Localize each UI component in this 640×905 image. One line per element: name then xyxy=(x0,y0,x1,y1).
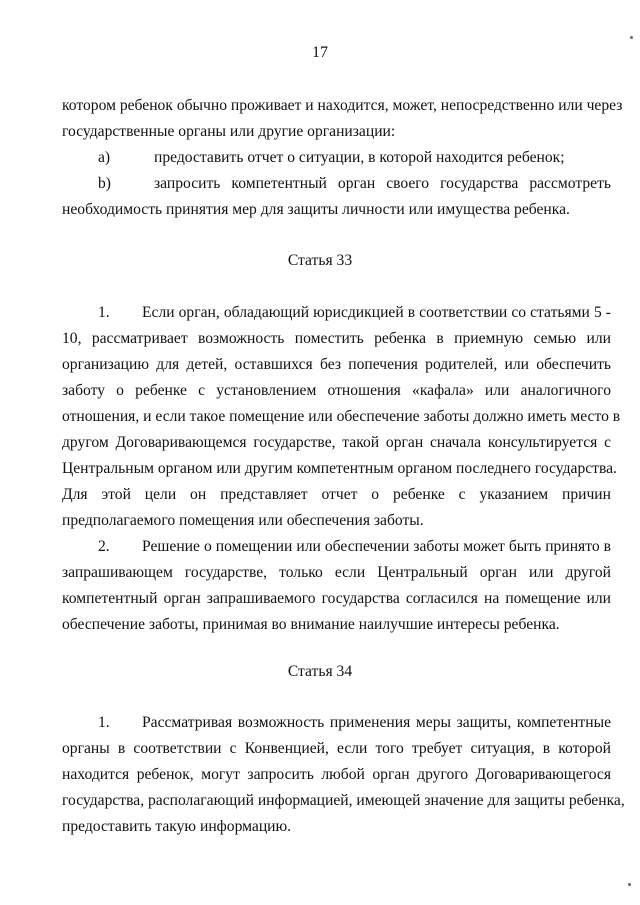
text-line: государственные органы или другие организации: xyxy=(62,123,396,140)
text-line: компетентный орган запрашиваемого государства согласился на помещение или xyxy=(62,590,611,607)
text-line: организацию для детей, оставшихся без попечения родителей, или обеспечить xyxy=(62,356,611,373)
scan-speck xyxy=(628,883,631,886)
text-line: предполагаемого помещения или обеспечения заботы. xyxy=(62,512,424,529)
paragraph-number: 2. xyxy=(98,538,110,555)
list-item-b xyxy=(98,174,611,194)
page-number: 17 xyxy=(312,44,328,61)
text-line: обеспечение заботы, принимая во внимание наилучшие интересы ребенка. xyxy=(62,616,560,633)
text-line: запрашивающем государстве, только если Центральный орган или другой xyxy=(62,564,611,581)
paragraph-number: 1. xyxy=(98,714,110,731)
paragraph-first-line xyxy=(98,537,611,557)
text-line: находится ребенок, могут запросить любой орган другого Договаривающегося xyxy=(62,766,611,783)
scan-speck xyxy=(630,36,633,39)
text-line: другом Договаривающемся государстве, такой орган сначала консультируется с xyxy=(62,434,611,451)
text-line: предоставить такую информацию. xyxy=(62,818,292,835)
text-line: необходимость принятия мер для защиты личности или имущества ребенка. xyxy=(62,201,570,218)
text-line: органы в соответствии с Конвенцией, если того требует ситуация, в которой xyxy=(62,740,611,757)
list-item-a xyxy=(98,148,611,168)
paragraph-first-line xyxy=(98,713,611,733)
list-label: b) xyxy=(98,175,111,192)
paragraph-first-line xyxy=(98,303,611,323)
list-label: a) xyxy=(98,149,111,166)
text-line: отношения, и если такое помещение или обеспечение заботы должно иметь место в xyxy=(62,408,621,425)
text-line: 10, рассматривает возможность поместить ребенка в приемную семью или xyxy=(62,330,611,347)
text-line: Для этой цели он представляет отчет о ребенке с указанием причин xyxy=(62,486,611,503)
article-heading: Статья 33 xyxy=(287,252,353,269)
text-line: заботу о ребенке с установлением отношения «кафала» или аналогичного xyxy=(62,382,611,399)
text-line: котором ребенок обычно проживает и находится, может, непосредственно или через xyxy=(62,97,623,114)
text-line: Решение о помещении или обеспечении заботы может быть принято в xyxy=(142,538,611,555)
text-line: государства, располагающий информацией, имеющей значение для защиты ребенка, xyxy=(62,792,625,809)
text-line: Рассматривая возможность применения меры защиты, компетентные xyxy=(142,714,611,731)
article-heading: Статья 34 xyxy=(287,663,353,680)
text-line: Если орган, обладающий юрисдикцией в соответствии со статьями 5 - xyxy=(142,304,611,321)
list-text: запросить компетентный орган своего государства рассмотреть xyxy=(154,175,611,192)
text-line: Центральным органом или другим компетентным органом последнего государства. xyxy=(62,460,617,477)
paragraph-number: 1. xyxy=(98,304,110,321)
list-text: предоставить отчет о ситуации, в которой находится ребенок; xyxy=(154,149,565,166)
